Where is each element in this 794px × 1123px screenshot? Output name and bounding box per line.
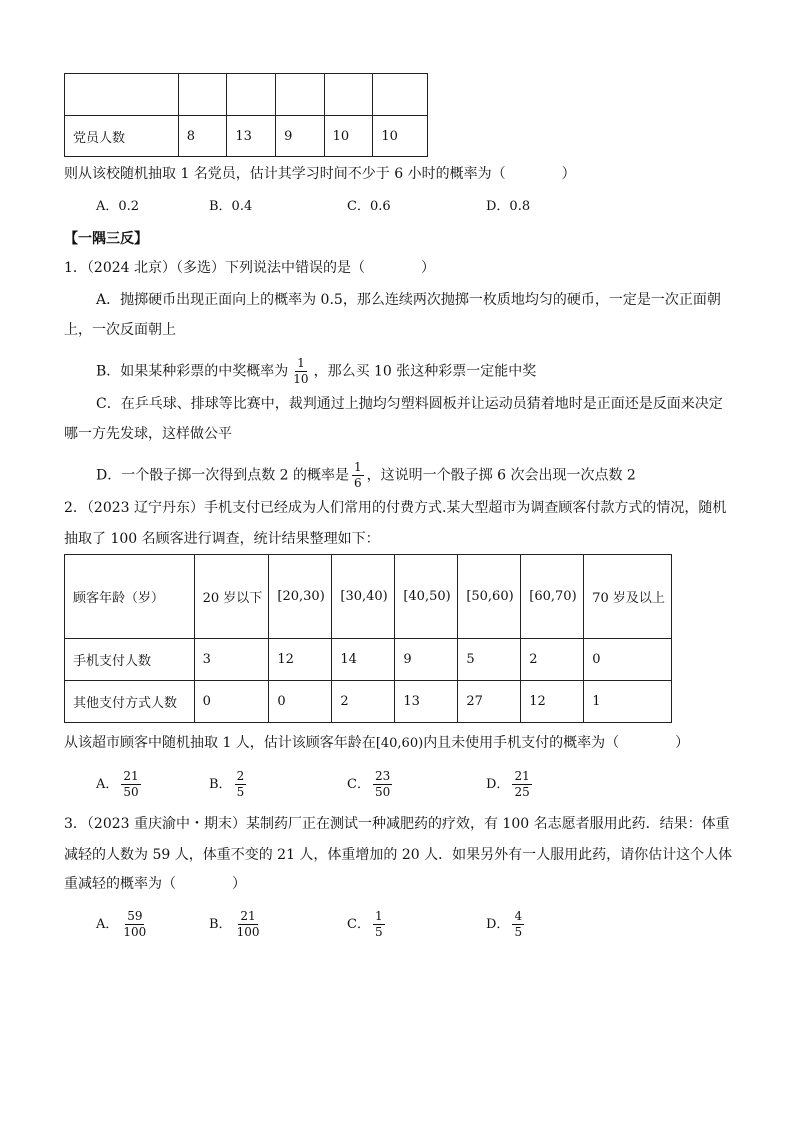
- question-3-stem-line1: 3．（2023 重庆渝中・期末）某制药厂正在测试一种减肥药的疗效，有 100 名志愿者服用此药．结果：体重: [64, 816, 730, 832]
- column-header: [60,70): [521, 555, 584, 639]
- table-cell: 14: [332, 639, 395, 681]
- question-3-stem-line3: 重减轻的概率为（ ）: [64, 876, 246, 892]
- q1-option-b: B．如果某种彩票的中奖概率为 $\frac{1}{10}$ ，那么买 10 张这种彩票一定能中奖: [96, 356, 537, 386]
- table-cell: 0: [584, 639, 672, 681]
- question-stem: 则从该校随机抽取 1 名党员，估计其学习时间不少于 6 小时的概率为（ ）: [64, 166, 576, 182]
- q3-option-d: D． $\frac{4}{5}$: [486, 909, 523, 939]
- question-2-stem-line2: 抽取了 100 名顾客进行调查，统计结果整理如下：: [64, 531, 380, 547]
- table-cell: 12: [269, 639, 332, 681]
- column-header: 顾客年龄（岁）: [65, 555, 195, 639]
- column-header: [20,30): [269, 555, 332, 639]
- table-cell: 9: [395, 639, 458, 681]
- fraction: $\frac{23}{50}$: [374, 769, 391, 799]
- table-cell: 8: [178, 116, 227, 157]
- column-header: [40,50): [395, 555, 458, 639]
- column-header: 20 岁以下: [194, 555, 269, 639]
- q2-option-c: C． $\frac{23}{50}$: [347, 769, 391, 799]
- q1-option-c-line1: C．在乒乓球、排球等比赛中，裁判通过上抛均匀塑料圆板并让运动员猜着地时是正面还是反面来决定: [96, 396, 723, 412]
- fraction: $\frac{1}{5}$: [374, 909, 383, 939]
- question-2-stem-line1: 2．（2023 辽宁丹东）手机支付已经成为人们常用的付费方式.某大型超市为调查顾客付款方式的情况，随机: [64, 500, 727, 516]
- q1-option-a-line1: A．抛掷硬币出现正面向上的概率为 0.5，那么连续两次抛掷一枚质地均匀的硬币，一定是一次正面朝: [96, 292, 721, 308]
- fraction: $\frac{4}{5}$: [514, 909, 523, 939]
- table-header-row: [65, 555, 672, 639]
- fraction: $\frac{21}{100}$: [236, 909, 260, 939]
- table-cell: 0: [194, 681, 269, 723]
- option-c: C．0.6: [347, 199, 391, 214]
- q3-option-b: B． $\frac{21}{100}$: [209, 909, 260, 939]
- payment-table: [64, 554, 672, 723]
- fraction: $\frac{21}{25}$: [514, 769, 530, 799]
- question-2-prompt: 从该超市顾客中随机抽取 1 人，估计该顾客年龄在[40,60)内且未使用手机支付的概率为（ ）: [64, 735, 690, 751]
- table-row: [65, 116, 428, 157]
- table-cell: 9: [276, 116, 325, 157]
- table-cell: 27: [458, 681, 521, 723]
- q2-option-a: A． $\frac{21}{50}$: [96, 769, 139, 799]
- column-header: 70 岁及以上: [584, 555, 672, 639]
- q3-option-c: C． $\frac{1}{5}$: [347, 909, 383, 939]
- q2-option-b: B． $\frac{2}{5}$: [209, 769, 245, 799]
- row-label: 党员人数: [65, 116, 179, 157]
- table-row: [65, 74, 428, 116]
- fraction: $\frac{2}{5}$: [236, 769, 245, 799]
- fraction: $\frac{21}{50}$: [123, 769, 139, 799]
- table-cell: 10: [324, 116, 373, 157]
- row-label: 其他支付方式人数: [65, 681, 195, 723]
- table-cell: 12: [521, 681, 584, 723]
- table-cell: 2: [521, 639, 584, 681]
- option-b: B．0.4: [209, 199, 253, 214]
- table-cell: 1: [584, 681, 672, 723]
- q1-option-d: D．一个骰子掷一次得到点数 2 的概率是 $\frac{1}{6}$ ，这说明一个骰子掷 6 次会出现一次点数 2: [96, 460, 636, 490]
- column-header: [50,60): [458, 555, 521, 639]
- question-1-stem: 1．（2024 北京）（多选）下列说法中错误的是（ ）: [64, 260, 435, 276]
- table-cell: 0: [269, 681, 332, 723]
- option-d: D．0.8: [486, 199, 531, 214]
- table-cell: 10: [373, 116, 428, 157]
- row-label: 手机支付人数: [65, 639, 195, 681]
- q3-option-a: A． $\frac{59}{100}$: [96, 909, 147, 939]
- table-row: [65, 681, 672, 723]
- table-cell: 5: [458, 639, 521, 681]
- q2-option-d: D． $\frac{21}{25}$: [486, 769, 530, 799]
- party-member-table: [64, 73, 428, 157]
- table-cell: 2: [332, 681, 395, 723]
- table-row: [65, 639, 672, 681]
- question-3-stem-line2: 减轻的人数为 59 人，体重不变的 21 人，体重增加的 20 人．如果另外有一人服用此药，请你估计这个人体: [64, 847, 733, 863]
- fraction: $\frac{1}{10}$: [293, 356, 309, 386]
- table-cell: 3: [194, 639, 269, 681]
- option-a: A．0.2: [96, 199, 140, 214]
- table-cell: 13: [227, 116, 276, 157]
- fraction: $\frac{59}{100}$: [123, 909, 147, 939]
- q1-option-c-line2: 哪一方先发球，这样做公平: [64, 426, 232, 442]
- section-title: 【一隅三反】: [64, 231, 148, 247]
- fraction: $\frac{1}{6}$: [354, 460, 362, 490]
- column-header: [30,40): [332, 555, 395, 639]
- q1-option-a-line2: 上，一次反面朝上: [64, 322, 176, 338]
- table-cell: 13: [395, 681, 458, 723]
